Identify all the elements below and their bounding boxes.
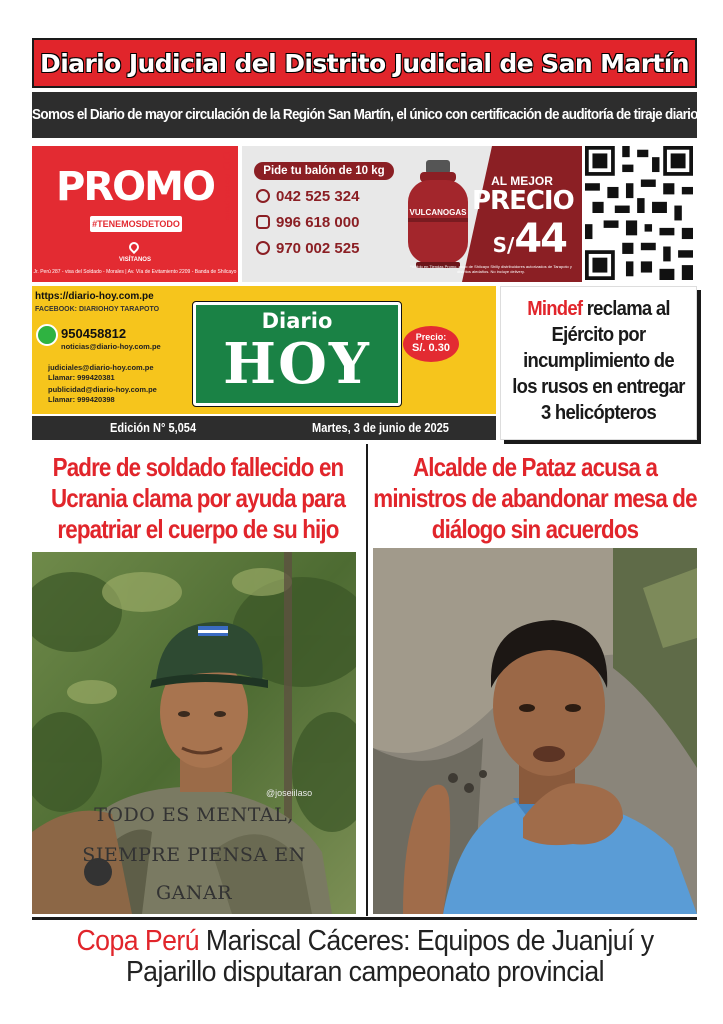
qr-code[interactable] [585, 146, 693, 280]
publicidad-phone: Llamar: 999420398 [48, 395, 115, 404]
mobile-icon [256, 215, 270, 229]
promo-title: PROMO [56, 164, 214, 210]
publicidad-email[interactable]: publicidad@diario-hoy.com.pe [48, 385, 157, 394]
newspaper-banner [32, 38, 697, 88]
gas-phone-whatsapp [256, 240, 359, 257]
gas-fine-print: *Válido en Tiendas Promo, rocío de Shilcayo Shilly distribuidores autorizados de Tarapoto y distritos aledaños. No incluye delivery. [410, 264, 572, 274]
promo-social-handle: /tiendas.promo [223, 174, 231, 221]
bottom-headline-text: Mariscal Cáceres: Equipos de Juanjuí y Pajarillo disputaran campeonato provincial [125, 925, 654, 988]
photo-watermark: @joseiilaso [266, 788, 313, 798]
judiciales-email[interactable]: judiciales@diario-hoy.com.pe [48, 363, 154, 372]
gas-currency: S/ [492, 233, 515, 257]
gas-phone-landline [256, 188, 359, 205]
gas-phone-3: 970 002 525 [276, 240, 360, 257]
instagram-icon [223, 152, 231, 160]
price-value: S/. 0.30 [412, 342, 450, 354]
facebook-handle: FACEBOOK: DIARIOHOY TARAPOTO [35, 306, 160, 313]
bottom-divider [32, 917, 697, 920]
location-pin-icon [127, 240, 141, 254]
promo-visit: VISÍTANOS [119, 257, 151, 263]
logo-diario-text: Diario [261, 309, 333, 333]
contact-email[interactable]: noticias@diario-hoy.com.pe [61, 342, 161, 351]
headline-left[interactable]: Padre de soldado fallecido en Ucrania clama por ayuda para repatriar el cuerpo de su hijo [50, 452, 346, 544]
promo-hashtag: #TENEMOSDETODO [90, 216, 182, 232]
bottom-headline[interactable] [48, 926, 683, 988]
gas-brand: VULCANOGAS [409, 208, 467, 217]
side-headline-keyword: Mindef [527, 297, 583, 320]
gas-pill: Pide tu balón de 10 kg [254, 162, 394, 180]
photo-caption-line-3: GANAR [155, 882, 233, 904]
contact-phone: 950458812 [61, 326, 127, 341]
gas-phone-1: 042 525 324 [276, 188, 360, 205]
tagline-bar [32, 92, 697, 138]
banner-title: Diario Judicial del Distrito Judicial de San Martín [40, 48, 689, 78]
edition-number: Edición N° 5,054 [110, 420, 197, 435]
promo-ad[interactable] [32, 146, 238, 282]
price-badge [403, 326, 459, 362]
gas-phone-mobile [256, 214, 359, 231]
tagline-text: Somos el Diario de mayor circulación de la Región San Martín, el único con certificación de auditoría de tiraje diario [31, 107, 698, 123]
gas-phone-2: 996 618 000 [276, 214, 360, 231]
gas-best: AL MEJOR [491, 174, 553, 188]
phone-icon [256, 189, 270, 203]
gas-ad[interactable] [242, 146, 582, 282]
column-divider [366, 444, 368, 916]
judiciales-phone: Llamar: 999420381 [48, 373, 115, 382]
side-headline-text: reclama al Ejército por incumplimiento de los rusos en entregar 3 helicópteros [512, 297, 685, 424]
side-headline[interactable] [512, 296, 686, 426]
whatsapp-icon [36, 324, 58, 346]
photo-caption-line-2: SIEMPRE PIENSA EN [82, 844, 306, 866]
gas-price-value: 44 [514, 216, 566, 262]
whatsapp-icon [256, 241, 270, 255]
photo-caption-line-1: TODO ES MENTAL, [94, 804, 294, 826]
issue-date: Martes, 3 de junio de 2025 [312, 420, 449, 435]
bottom-headline-keyword: Copa Perú [76, 925, 200, 957]
logo-hoy-text: HOY [223, 331, 371, 397]
website-link[interactable]: https://diario-hoy.com.pe [35, 291, 154, 302]
promo-social [220, 150, 234, 278]
headline-right[interactable]: Alcalde de Pataz acusa a ministros de abandonar mesa de diálogo sin acuerdos [373, 452, 697, 544]
promo-address: Jr. Perú 287 - visa del Soldado - Morales | Av. Vía de Evitamiento 2209 - Banda de Shilcayo [33, 269, 237, 275]
price-label: Precio: [415, 332, 447, 342]
gas-precio: PRECIO [472, 186, 574, 216]
mayor-photo[interactable] [373, 548, 697, 914]
facebook-icon [223, 162, 231, 170]
gas-price [493, 216, 566, 262]
